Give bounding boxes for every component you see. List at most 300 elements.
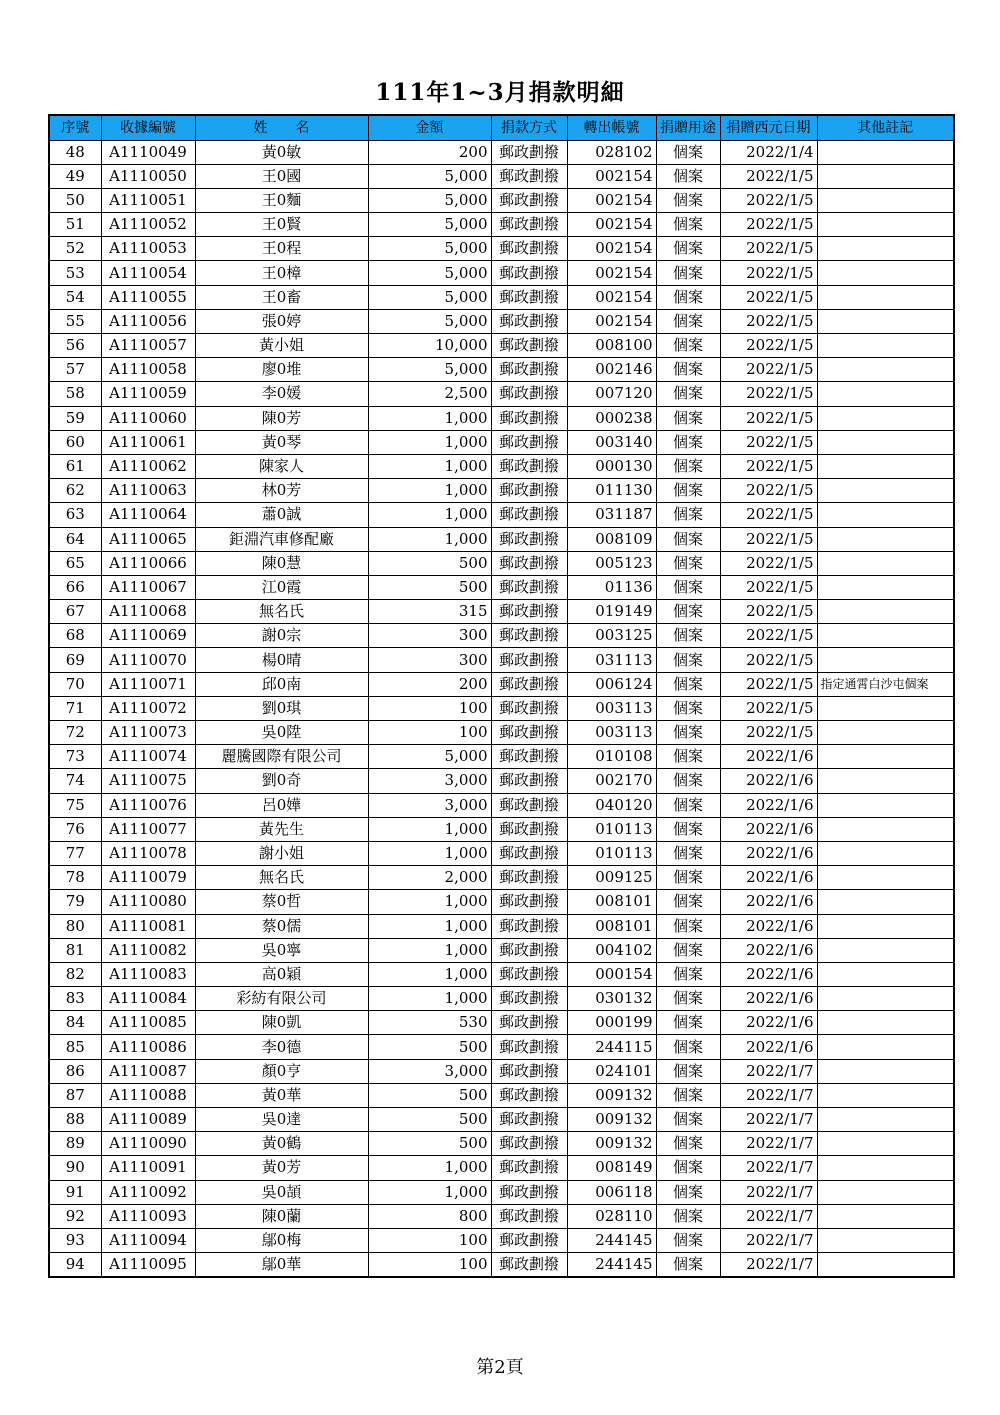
cell-donor-name: 鄔0梅: [195, 1228, 368, 1252]
cell-donation-purpose: 個案: [656, 358, 720, 382]
cell-account-number: 008101: [567, 890, 656, 914]
cell-donation-purpose: 個案: [656, 866, 720, 890]
cell-serial-number: 58: [49, 382, 101, 406]
cell-donation-purpose: 個案: [656, 890, 720, 914]
table-row: [49, 600, 954, 624]
cell-receipt-number: A1110057: [101, 334, 195, 358]
cell-receipt-number: A1110084: [101, 987, 195, 1011]
cell-account-number: 031113: [567, 648, 656, 672]
cell-receipt-number: A1110078: [101, 841, 195, 865]
cell-donation-date: 2022/1/5: [720, 721, 817, 745]
cell-account-number: 008100: [567, 334, 656, 358]
cell-other-notes: [817, 503, 954, 527]
table-row: [49, 1083, 954, 1107]
page-title: 111年1~3月捐款明細: [375, 79, 625, 106]
table-header: [49, 115, 954, 140]
cell-receipt-number: A1110094: [101, 1228, 195, 1252]
cell-amount: 500: [368, 575, 491, 599]
cell-receipt-number: A1110070: [101, 648, 195, 672]
table-row: [49, 1011, 954, 1035]
cell-other-notes: [817, 261, 954, 285]
cell-donation-purpose: 個案: [656, 261, 720, 285]
header-donor-name: 姓 名: [195, 115, 368, 140]
cell-amount: 500: [368, 1083, 491, 1107]
cell-other-notes: [817, 745, 954, 769]
cell-payment-method: 郵政劃撥: [491, 1204, 567, 1228]
cell-receipt-number: A1110081: [101, 914, 195, 938]
table-row: [49, 1132, 954, 1156]
cell-donation-date: 2022/1/6: [720, 745, 817, 769]
table-row: [49, 648, 954, 672]
cell-amount: 100: [368, 721, 491, 745]
cell-receipt-number: A1110085: [101, 1011, 195, 1035]
cell-account-number: 244115: [567, 1035, 656, 1059]
cell-serial-number: 77: [49, 841, 101, 865]
cell-donation-purpose: 個案: [656, 188, 720, 212]
cell-donor-name: 謝0宗: [195, 624, 368, 648]
cell-serial-number: 67: [49, 600, 101, 624]
cell-amount: 530: [368, 1011, 491, 1035]
cell-receipt-number: A1110083: [101, 962, 195, 986]
cell-other-notes: [817, 1011, 954, 1035]
cell-payment-method: 郵政劃撥: [491, 721, 567, 745]
cell-receipt-number: A1110058: [101, 358, 195, 382]
cell-donation-purpose: 個案: [656, 382, 720, 406]
cell-receipt-number: A1110077: [101, 817, 195, 841]
cell-serial-number: 87: [49, 1083, 101, 1107]
cell-donor-name: 顏0亨: [195, 1059, 368, 1083]
cell-other-notes: [817, 1156, 954, 1180]
table-row: [49, 866, 954, 890]
cell-amount: 1,000: [368, 962, 491, 986]
cell-other-notes: [817, 1204, 954, 1228]
cell-donation-purpose: 個案: [656, 1253, 720, 1277]
cell-serial-number: 68: [49, 624, 101, 648]
cell-receipt-number: A1110071: [101, 672, 195, 696]
cell-donation-purpose: 個案: [656, 575, 720, 599]
cell-payment-method: 郵政劃撥: [491, 454, 567, 478]
cell-payment-method: 郵政劃撥: [491, 769, 567, 793]
cell-payment-method: 郵政劃撥: [491, 334, 567, 358]
cell-account-number: 008149: [567, 1156, 656, 1180]
cell-receipt-number: A1110075: [101, 769, 195, 793]
cell-receipt-number: A1110088: [101, 1083, 195, 1107]
cell-other-notes: [817, 479, 954, 503]
cell-donor-name: 謝小姐: [195, 841, 368, 865]
cell-account-number: 005123: [567, 551, 656, 575]
cell-donation-purpose: 個案: [656, 841, 720, 865]
cell-donation-purpose: 個案: [656, 938, 720, 962]
cell-donation-date: 2022/1/6: [720, 1035, 817, 1059]
cell-donation-purpose: 個案: [656, 1011, 720, 1035]
cell-other-notes: [817, 1180, 954, 1204]
cell-other-notes: [817, 600, 954, 624]
cell-donor-name: 劉0琪: [195, 696, 368, 720]
cell-donation-purpose: 個案: [656, 721, 720, 745]
cell-account-number: 019149: [567, 600, 656, 624]
cell-payment-method: 郵政劃撥: [491, 1228, 567, 1252]
cell-amount: 100: [368, 1228, 491, 1252]
cell-account-number: 004102: [567, 938, 656, 962]
cell-payment-method: 郵政劃撥: [491, 551, 567, 575]
table-row: [49, 188, 954, 212]
cell-amount: 3,000: [368, 1059, 491, 1083]
cell-payment-method: 郵政劃撥: [491, 1011, 567, 1035]
cell-donor-name: 黃先生: [195, 817, 368, 841]
table-row: [49, 938, 954, 962]
cell-amount: 1,000: [368, 938, 491, 962]
cell-other-notes: [817, 938, 954, 962]
cell-amount: 200: [368, 140, 491, 164]
cell-donation-date: 2022/1/7: [720, 1132, 817, 1156]
cell-donation-date: 2022/1/5: [720, 430, 817, 454]
cell-receipt-number: A1110092: [101, 1180, 195, 1204]
cell-donation-purpose: 個案: [656, 1180, 720, 1204]
cell-payment-method: 郵政劃撥: [491, 1180, 567, 1204]
cell-amount: 5,000: [368, 261, 491, 285]
header-amount: 金額: [368, 115, 491, 140]
table-row: [49, 575, 954, 599]
cell-payment-method: 郵政劃撥: [491, 890, 567, 914]
table-row: [49, 721, 954, 745]
cell-donation-purpose: 個案: [656, 551, 720, 575]
cell-payment-method: 郵政劃撥: [491, 358, 567, 382]
cell-account-number: 011130: [567, 479, 656, 503]
cell-other-notes: [817, 1035, 954, 1059]
cell-payment-method: 郵政劃撥: [491, 406, 567, 430]
cell-donation-date: 2022/1/5: [720, 261, 817, 285]
cell-donation-date: 2022/1/5: [720, 551, 817, 575]
cell-donation-date: 2022/1/5: [720, 503, 817, 527]
cell-other-notes: [817, 213, 954, 237]
cell-donor-name: 黃小姐: [195, 334, 368, 358]
cell-other-notes: [817, 309, 954, 333]
cell-donation-date: 2022/1/6: [720, 987, 817, 1011]
cell-account-number: 010113: [567, 841, 656, 865]
cell-donation-date: 2022/1/5: [720, 213, 817, 237]
cell-donation-purpose: 個案: [656, 745, 720, 769]
cell-serial-number: 72: [49, 721, 101, 745]
cell-donor-name: 高0穎: [195, 962, 368, 986]
cell-donor-name: 吳0達: [195, 1108, 368, 1132]
cell-donation-date: 2022/1/7: [720, 1180, 817, 1204]
cell-donor-name: 王0賢: [195, 213, 368, 237]
cell-other-notes: [817, 914, 954, 938]
cell-donor-name: 黃0芳: [195, 1156, 368, 1180]
cell-receipt-number: A1110049: [101, 140, 195, 164]
table-row: [49, 358, 954, 382]
cell-receipt-number: A1110089: [101, 1108, 195, 1132]
cell-account-number: 003125: [567, 624, 656, 648]
cell-amount: 1,000: [368, 454, 491, 478]
table-row: [49, 479, 954, 503]
cell-amount: 2,000: [368, 866, 491, 890]
cell-amount: 1,000: [368, 430, 491, 454]
cell-donation-date: 2022/1/5: [720, 406, 817, 430]
cell-serial-number: 82: [49, 962, 101, 986]
cell-donation-purpose: 個案: [656, 406, 720, 430]
cell-receipt-number: A1110074: [101, 745, 195, 769]
cell-serial-number: 56: [49, 334, 101, 358]
cell-payment-method: 郵政劃撥: [491, 793, 567, 817]
cell-donor-name: 無名氏: [195, 600, 368, 624]
cell-account-number: 003113: [567, 721, 656, 745]
cell-receipt-number: A1110067: [101, 575, 195, 599]
header-account-number: 轉出帳號: [567, 115, 656, 140]
table-row: [49, 237, 954, 261]
cell-other-notes: [817, 793, 954, 817]
cell-receipt-number: A1110053: [101, 237, 195, 261]
cell-amount: 1,000: [368, 1180, 491, 1204]
cell-payment-method: 郵政劃撥: [491, 575, 567, 599]
cell-payment-method: 郵政劃撥: [491, 866, 567, 890]
table-row: [49, 430, 954, 454]
cell-receipt-number: A1110065: [101, 527, 195, 551]
cell-other-notes: [817, 334, 954, 358]
cell-account-number: 003140: [567, 430, 656, 454]
cell-amount: 1,000: [368, 503, 491, 527]
cell-amount: 100: [368, 1253, 491, 1277]
cell-donation-date: 2022/1/6: [720, 1011, 817, 1035]
cell-donation-purpose: 個案: [656, 285, 720, 309]
cell-donor-name: 鉅淵汽車修配廠: [195, 527, 368, 551]
page-number: 第2頁: [476, 1357, 524, 1378]
cell-account-number: 009132: [567, 1083, 656, 1107]
cell-amount: 500: [368, 1108, 491, 1132]
cell-donation-date: 2022/1/7: [720, 1083, 817, 1107]
cell-payment-method: 郵政劃撥: [491, 841, 567, 865]
cell-receipt-number: A1110064: [101, 503, 195, 527]
cell-amount: 1,000: [368, 817, 491, 841]
cell-other-notes: [817, 890, 954, 914]
cell-serial-number: 51: [49, 213, 101, 237]
cell-account-number: 002154: [567, 188, 656, 212]
cell-account-number: 010113: [567, 817, 656, 841]
cell-amount: 10,000: [368, 334, 491, 358]
cell-serial-number: 76: [49, 817, 101, 841]
cell-payment-method: 郵政劃撥: [491, 817, 567, 841]
cell-receipt-number: A1110091: [101, 1156, 195, 1180]
cell-account-number: 031187: [567, 503, 656, 527]
cell-donation-date: 2022/1/5: [720, 285, 817, 309]
cell-amount: 5,000: [368, 237, 491, 261]
cell-receipt-number: A1110090: [101, 1132, 195, 1156]
cell-other-notes: [817, 696, 954, 720]
cell-other-notes: [817, 769, 954, 793]
cell-donation-date: 2022/1/7: [720, 1059, 817, 1083]
cell-payment-method: 郵政劃撥: [491, 237, 567, 261]
cell-donation-date: 2022/1/5: [720, 188, 817, 212]
cell-donation-date: 2022/1/5: [720, 358, 817, 382]
table-row: [49, 1108, 954, 1132]
cell-donation-date: 2022/1/5: [720, 382, 817, 406]
cell-donation-date: 2022/1/6: [720, 769, 817, 793]
cell-payment-method: 郵政劃撥: [491, 527, 567, 551]
table-body: [49, 140, 954, 1277]
cell-payment-method: 郵政劃撥: [491, 164, 567, 188]
cell-donation-date: 2022/1/4: [720, 140, 817, 164]
cell-donor-name: 蔡0儒: [195, 914, 368, 938]
cell-donor-name: 王0程: [195, 237, 368, 261]
table-row: [49, 213, 954, 237]
header-other-notes: 其他註記: [817, 115, 954, 140]
cell-donation-date: 2022/1/7: [720, 1204, 817, 1228]
cell-payment-method: 郵政劃撥: [491, 600, 567, 624]
cell-donation-purpose: 個案: [656, 914, 720, 938]
cell-donor-name: 陳0蘭: [195, 1204, 368, 1228]
table-row: [49, 841, 954, 865]
cell-donation-date: 2022/1/5: [720, 237, 817, 261]
cell-amount: 300: [368, 624, 491, 648]
cell-account-number: 040120: [567, 793, 656, 817]
cell-donation-purpose: 個案: [656, 1156, 720, 1180]
cell-donation-date: 2022/1/6: [720, 914, 817, 938]
cell-serial-number: 94: [49, 1253, 101, 1277]
cell-serial-number: 75: [49, 793, 101, 817]
cell-other-notes: [817, 841, 954, 865]
cell-donation-date: 2022/1/5: [720, 696, 817, 720]
cell-account-number: 002154: [567, 213, 656, 237]
cell-account-number: 009125: [567, 866, 656, 890]
table-row: [49, 551, 954, 575]
header-donation-date: 捐贈西元日期: [720, 115, 817, 140]
cell-amount: 500: [368, 1132, 491, 1156]
cell-other-notes: [817, 527, 954, 551]
cell-receipt-number: A1110054: [101, 261, 195, 285]
cell-amount: 1,000: [368, 890, 491, 914]
cell-payment-method: 郵政劃撥: [491, 1253, 567, 1277]
cell-donation-date: 2022/1/7: [720, 1228, 817, 1252]
cell-serial-number: 83: [49, 987, 101, 1011]
cell-donation-date: 2022/1/5: [720, 600, 817, 624]
table-row: [49, 624, 954, 648]
cell-serial-number: 86: [49, 1059, 101, 1083]
cell-other-notes: [817, 358, 954, 382]
cell-account-number: 024101: [567, 1059, 656, 1083]
cell-donation-purpose: 個案: [656, 309, 720, 333]
cell-other-notes: [817, 406, 954, 430]
cell-account-number: 244145: [567, 1253, 656, 1277]
cell-payment-method: 郵政劃撥: [491, 672, 567, 696]
cell-other-notes: 指定通霄白沙屯個案: [817, 672, 954, 696]
table-row: [49, 285, 954, 309]
cell-other-notes: [817, 866, 954, 890]
cell-donation-purpose: 個案: [656, 624, 720, 648]
cell-donation-purpose: 個案: [656, 1059, 720, 1083]
cell-other-notes: [817, 382, 954, 406]
cell-account-number: 002146: [567, 358, 656, 382]
cell-receipt-number: A1110093: [101, 1204, 195, 1228]
table-row: [49, 890, 954, 914]
cell-receipt-number: A1110066: [101, 551, 195, 575]
cell-receipt-number: A1110051: [101, 188, 195, 212]
cell-other-notes: [817, 817, 954, 841]
cell-amount: 5,000: [368, 213, 491, 237]
cell-donation-purpose: 個案: [656, 479, 720, 503]
cell-donation-date: 2022/1/5: [720, 309, 817, 333]
cell-donation-date: 2022/1/5: [720, 334, 817, 358]
cell-serial-number: 93: [49, 1228, 101, 1252]
cell-other-notes: [817, 1253, 954, 1277]
cell-serial-number: 85: [49, 1035, 101, 1059]
cell-serial-number: 81: [49, 938, 101, 962]
cell-payment-method: 郵政劃撥: [491, 382, 567, 406]
header-serial-number: 序號: [49, 115, 101, 140]
cell-serial-number: 49: [49, 164, 101, 188]
cell-account-number: 01136: [567, 575, 656, 599]
cell-other-notes: [817, 575, 954, 599]
cell-donation-purpose: 個案: [656, 237, 720, 261]
table-row: [49, 914, 954, 938]
cell-account-number: 028102: [567, 140, 656, 164]
cell-account-number: 002154: [567, 285, 656, 309]
cell-amount: 1,000: [368, 479, 491, 503]
cell-serial-number: 63: [49, 503, 101, 527]
cell-payment-method: 郵政劃撥: [491, 987, 567, 1011]
table-row: [49, 1180, 954, 1204]
cell-donation-date: 2022/1/7: [720, 1156, 817, 1180]
cell-payment-method: 郵政劃撥: [491, 648, 567, 672]
cell-donor-name: 廖0堆: [195, 358, 368, 382]
cell-donor-name: 蔡0哲: [195, 890, 368, 914]
cell-serial-number: 59: [49, 406, 101, 430]
cell-donation-purpose: 個案: [656, 454, 720, 478]
cell-account-number: 000154: [567, 962, 656, 986]
cell-other-notes: [817, 430, 954, 454]
cell-donor-name: 呂0嬅: [195, 793, 368, 817]
cell-other-notes: [817, 1059, 954, 1083]
cell-amount: 500: [368, 551, 491, 575]
cell-donation-date: 2022/1/5: [720, 672, 817, 696]
cell-donation-purpose: 個案: [656, 696, 720, 720]
cell-serial-number: 78: [49, 866, 101, 890]
cell-serial-number: 73: [49, 745, 101, 769]
cell-payment-method: 郵政劃撥: [491, 213, 567, 237]
cell-receipt-number: A1110079: [101, 866, 195, 890]
cell-donation-date: 2022/1/5: [720, 479, 817, 503]
cell-donation-date: 2022/1/6: [720, 938, 817, 962]
cell-other-notes: [817, 1083, 954, 1107]
table-row: [49, 261, 954, 285]
cell-donation-purpose: 個案: [656, 672, 720, 696]
cell-payment-method: 郵政劃撥: [491, 624, 567, 648]
cell-donation-date: 2022/1/5: [720, 454, 817, 478]
cell-donation-date: 2022/1/5: [720, 164, 817, 188]
cell-serial-number: 89: [49, 1132, 101, 1156]
table-row: [49, 817, 954, 841]
cell-payment-method: 郵政劃撥: [491, 188, 567, 212]
cell-other-notes: [817, 1108, 954, 1132]
cell-amount: 800: [368, 1204, 491, 1228]
cell-donation-purpose: 個案: [656, 140, 720, 164]
table-row: [49, 1059, 954, 1083]
cell-receipt-number: A1110068: [101, 600, 195, 624]
cell-donor-name: 陳0慧: [195, 551, 368, 575]
cell-donation-purpose: 個案: [656, 213, 720, 237]
cell-amount: 5,000: [368, 745, 491, 769]
table-row: [49, 527, 954, 551]
cell-donation-purpose: 個案: [656, 1132, 720, 1156]
table-row: [49, 696, 954, 720]
cell-serial-number: 55: [49, 309, 101, 333]
cell-account-number: 002154: [567, 309, 656, 333]
table-row: [49, 164, 954, 188]
cell-donation-purpose: 個案: [656, 1204, 720, 1228]
cell-receipt-number: A1110095: [101, 1253, 195, 1277]
cell-amount: 100: [368, 696, 491, 720]
cell-serial-number: 65: [49, 551, 101, 575]
cell-donor-name: 楊0晴: [195, 648, 368, 672]
